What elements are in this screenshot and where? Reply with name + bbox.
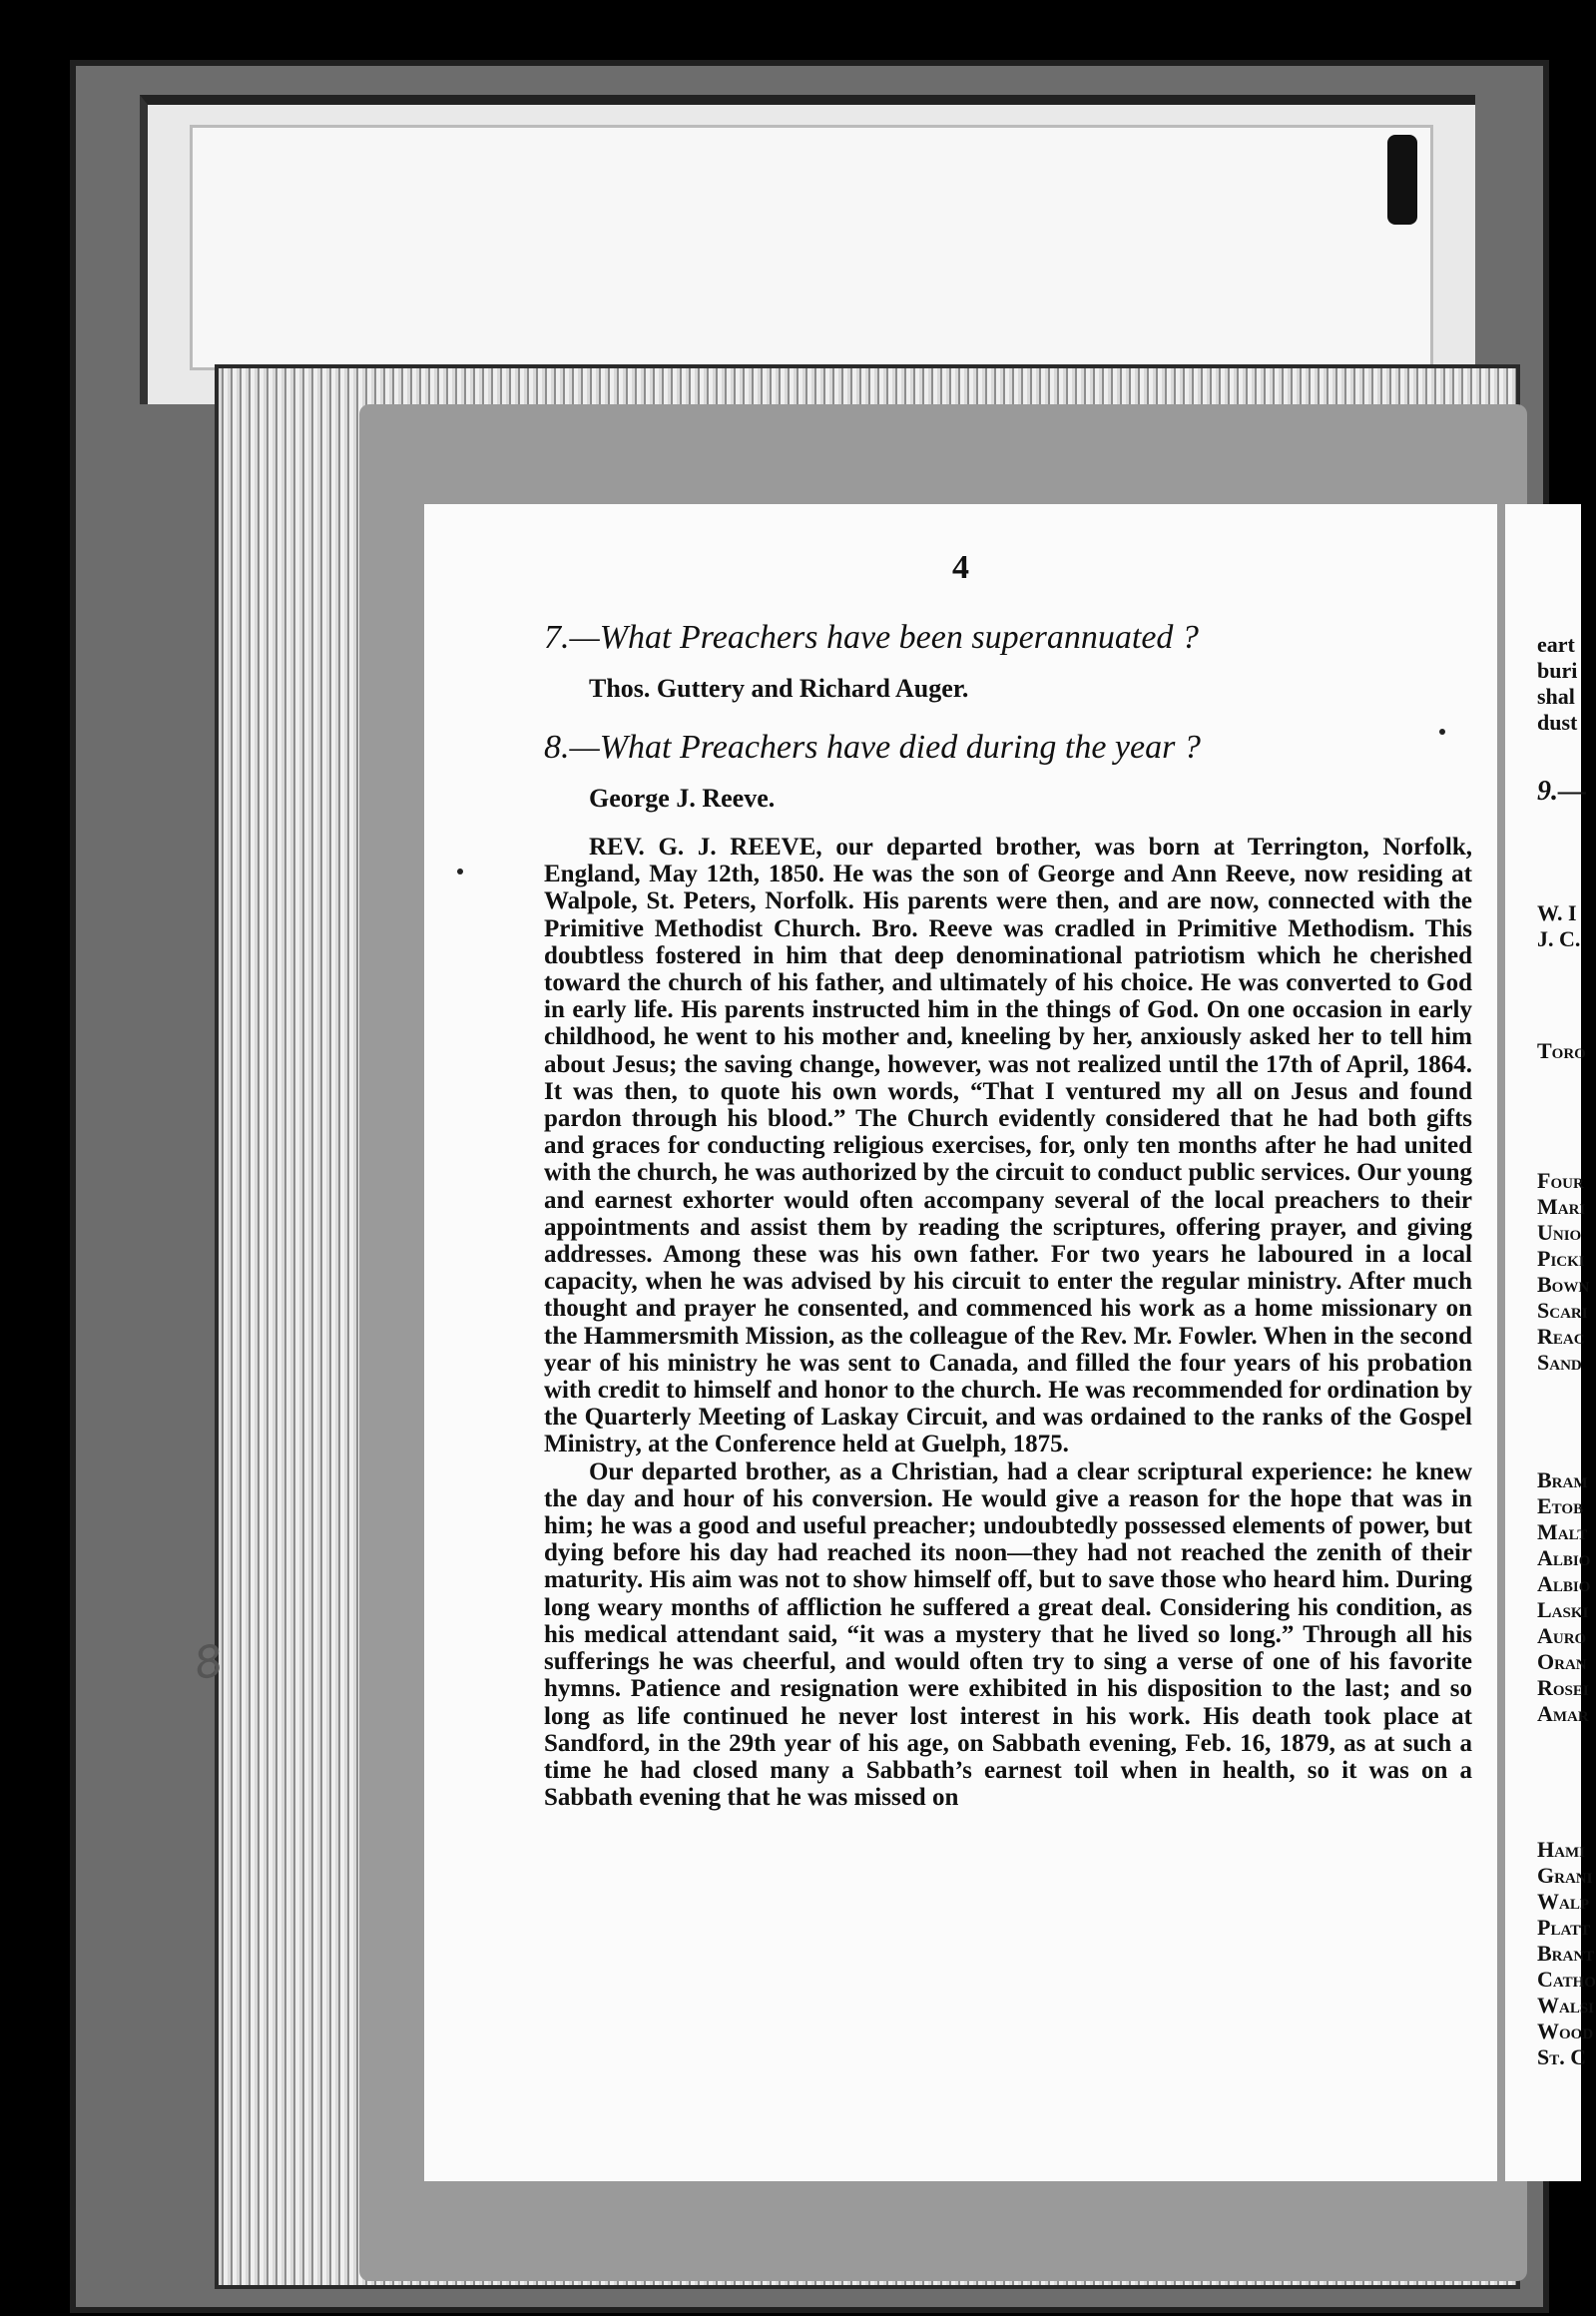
adjacent-fragment: Bown: [1537, 1272, 1590, 1297]
question-8-heading: 8.—What Preachers have died during the year ?: [544, 729, 1201, 766]
adjacent-fragment: Walsi: [1537, 1993, 1595, 2018]
adjacent-fragment: Oran: [1537, 1649, 1587, 1674]
question-7-answer: Thos. Guttery and Richard Auger.: [589, 674, 969, 703]
adjacent-fragment: dust: [1537, 710, 1578, 735]
adjacent-fragment: Albio: [1537, 1571, 1591, 1596]
adjacent-fragment: St. C: [1537, 2044, 1587, 2069]
adjacent-fragment: eart: [1537, 632, 1575, 657]
adjacent-fragment: Brant: [1537, 1941, 1595, 1966]
adjacent-fragment: Catho: [1537, 1967, 1596, 1992]
adjacent-fragment: Unio: [1537, 1220, 1582, 1245]
page-number: 4: [952, 549, 969, 586]
adjacent-fragment: shal: [1537, 684, 1575, 709]
adjacent-fragment: Hami: [1537, 1837, 1585, 1862]
adjacent-page-edge: [1505, 504, 1596, 2181]
adjacent-fragment: Wood: [1537, 2019, 1594, 2043]
adjacent-fragment: Platt: [1537, 1915, 1591, 1940]
adjacent-fragment: buri: [1537, 658, 1578, 683]
page-clip: [1387, 135, 1417, 225]
adjacent-fragment: Picki: [1537, 1246, 1585, 1271]
pencil-annotation: 8: [190, 1634, 228, 1691]
adjacent-fragment: Laski: [1537, 1597, 1589, 1622]
adjacent-fragment: Mari: [1537, 1194, 1586, 1219]
adjacent-fragment: Bram: [1537, 1467, 1588, 1492]
adjacent-fragment: Amar: [1537, 1701, 1589, 1726]
scan-speck: [1439, 729, 1445, 735]
adjacent-fragment: Walp: [1537, 1889, 1589, 1914]
adjacent-fragment: Albio: [1537, 1545, 1591, 1570]
book-page: [424, 504, 1497, 2181]
adjacent-fragment: Toro: [1537, 1038, 1586, 1063]
obituary-paragraph-2: Our departed brother, as a Christian, had a clear scriptural experience: he knew the day and hour of his conversion. He would give a reason for the hope that was in him; he was a good and useful preacher; undoubtedly possessed elements of power, but dying before his day had reached its noon—they had not reached the zenith of their maturity. His aim was not to show himself off, but to save those who heard him. During long weary months of affliction he suffered a great deal. Considering his condition, as his medical attendant said, “it was a mystery that he lived so long.” Through all his sufferings he was cheerful, and would often try to sing a verse of one of his favorite hymns. Patience and resignation were exhibited in his disposition to the last; and so long as life continued he never lost interest in his work. His death took place at Sandford, in the 29th year of his age, on Sabbath evening, Feb. 16, 1879, as at such a time he had closed many a Sabbath’s earnest toil when in health, so it was on a Sabbath evening that he was missed on: [544, 1457, 1472, 1812]
adjacent-fragment: Four: [1537, 1168, 1584, 1193]
question-8-answer: George J. Reeve.: [589, 784, 776, 813]
question-7-heading: 7.—What Preachers have been superannuated ?: [544, 619, 1199, 656]
top-page-inner: [190, 125, 1433, 370]
adjacent-fragment: Malt: [1537, 1519, 1588, 1544]
adjacent-fragment: J. C.: [1537, 926, 1581, 951]
adjacent-fragment: Reac: [1537, 1324, 1585, 1349]
scan-speck: [457, 868, 463, 874]
adjacent-fragment: Sand: [1537, 1350, 1582, 1375]
adjacent-fragment: 9.—: [1537, 776, 1586, 807]
obituary-paragraph-1: REV. G. J. REEVE, our departed brother, was born at Terrington, Norfolk, England, May 12th, 1850. He was the son of George and Ann Reeve, now residing at Walpole, St. Peters, Norfolk. His parents were then, and are now, connected with the Primitive Methodist Church. Bro. Reeve was cradled in Primitive Methodism. This doubtless fostered in him that deep denominational patriotism which he cherished toward the church of his father, and ultimately of his choice. He was converted to God in early life. His parents instructed him in the things of God. On one occasion in early childhood, he went to his mother and, kneeling by her, anxiously asked her to tell him about Jesus; the saving change, however, was not realized until the 17th of April, 1864. It was then, to quote his own words, “That I ventured my all on Jesus and found pardon through his blood.” The Church evidently considered that he had both gifts and graces for conducting religious exercises, for, only ten months after he had united with the church, he was authorized by the circuit to conduct public services. Our young and earnest exhorter would often accompany several of the local preachers to their appointments and assist them by reading the scriptures, offering prayer, and giving addresses. Among these was his own father. For two years he laboured in a local capacity, when he was advised by his circuit to enter the regular ministry. After much thought and prayer he consented, and commenced his work as a home missionary on the Hammersmith Mission, as the colleague of the Rev. Mr. Fowler. When in the second year of his ministry he was sent to Canada, and filled the four years of his probation with credit to himself and honor to the church. He was recommended for ordination by the Quarterly Meeting of Laskay Circuit, and was ordained to the ranks of the Gospel Ministry, at the Conference held at Guelph, 1875.: [544, 834, 1472, 1458]
adjacent-fragment: Scari: [1537, 1298, 1588, 1323]
adjacent-fragment: Rosei: [1537, 1675, 1589, 1700]
adjacent-fragment: Etob: [1537, 1493, 1584, 1518]
obituary-text: [544, 834, 1472, 1811]
adjacent-fragment: W. I: [1537, 900, 1577, 925]
adjacent-fragment: Auro: [1537, 1623, 1587, 1648]
adjacent-fragment: Grani: [1537, 1863, 1593, 1888]
